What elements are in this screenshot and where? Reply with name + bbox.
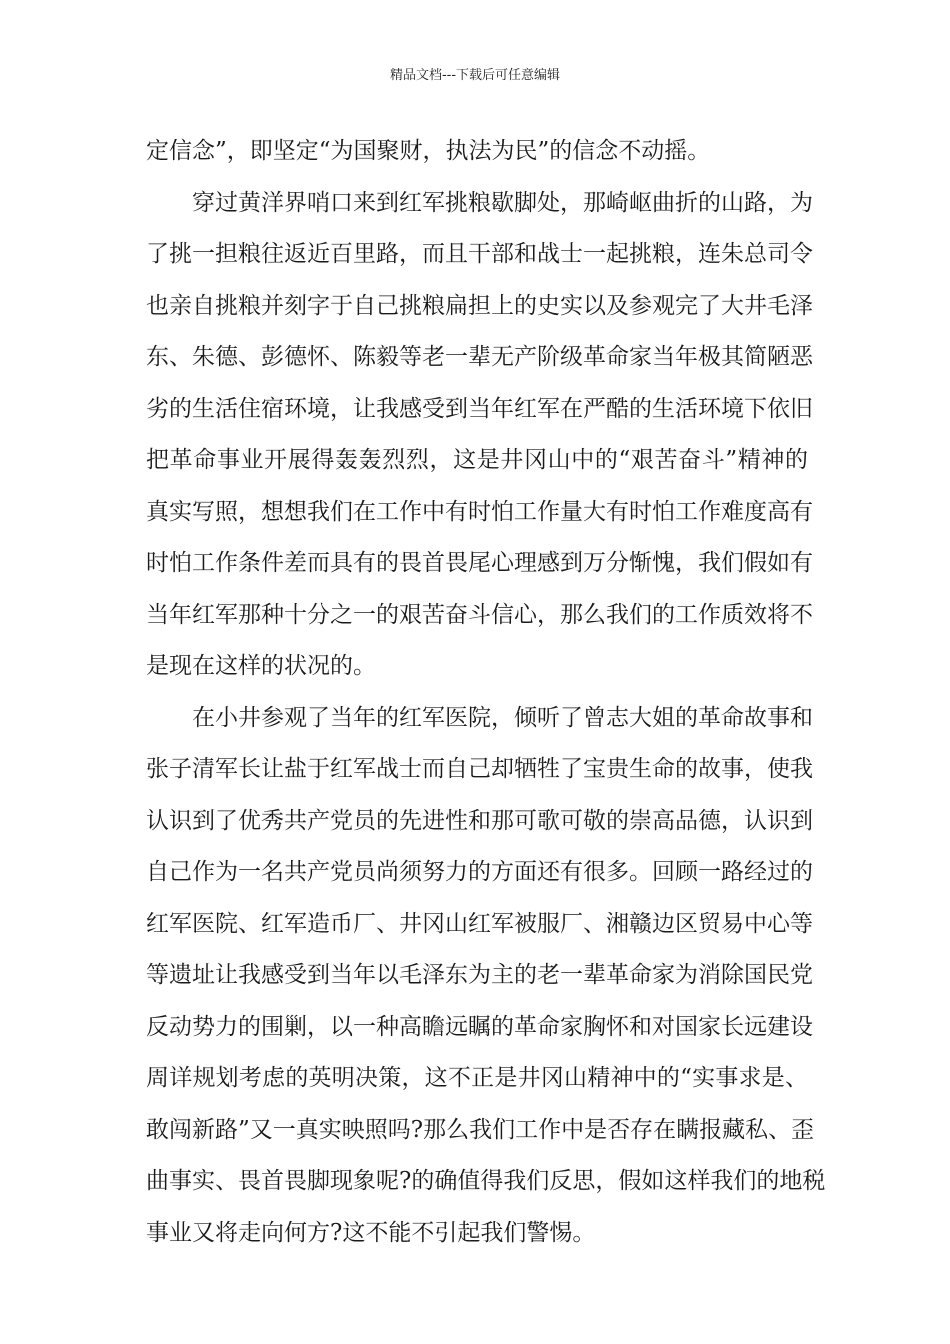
text-line: 定信念”，即坚定“为国聚财，执法为民”的信念不动摇。	[146, 138, 711, 164]
page-header: 精品文档---下载后可任意编辑	[389, 68, 561, 83]
text-line: 了挑一担粮往返近百里路，而且干部和战士一起挑粮，连朱总司令	[146, 241, 813, 267]
text-line: 东、朱德、彭德怀、陈毅等老一辈无产阶级革命家当年极其简陋恶	[146, 344, 813, 370]
text-line: 周详规划考虑的英明决策，这不正是井冈山精神中的“实事求是、	[146, 1065, 808, 1091]
paragraph	[146, 126, 808, 178]
text-line: 敢闯新路”又一真实映照吗?那么我们工作中是否存在瞒报藏私、歪	[146, 1116, 815, 1143]
text-line: 真实写照，想想我们在工作中有时怕工作量大有时怕工作难度高有	[146, 498, 813, 525]
text-line: 也亲自挑粮并刻字于自己挑粮扁担上的史实以及参观完了大井毛泽	[146, 292, 813, 319]
text-line: 自己作为一名共产党员尚须努力的方面还有很多。回顾一路经过的	[146, 859, 813, 885]
text-line: 反动势力的围剿，以一种高瞻远瞩的革命家胸怀和对国家长远建设	[146, 1013, 813, 1040]
text-line: 在小井参观了当年的红军医院，倾听了曾志大姐的革命故事和	[192, 704, 813, 731]
text-line: 红军医院、红军造币厂、井冈山红军被服厂、湘赣边区贸易中心等	[146, 910, 813, 937]
text-line: 事业又将走向何方?这不能不引起我们警惕。	[146, 1219, 596, 1246]
text-line: 是现在这样的状况的。	[146, 653, 376, 679]
paragraph	[146, 178, 813, 693]
text-line: 等遗址让我感受到当年以毛泽东为主的老一辈革命家为消除国民党	[146, 962, 813, 988]
text-line: 认识到了优秀共产党员的先进性和那可歌可敬的崇高品德，认识到	[146, 807, 813, 834]
text-line: 张子清军长让盐于红军战士而自己却牺牲了宝贵生命的故事，使我	[146, 756, 813, 782]
text-line: 曲事实、畏首畏脚现象呢?的确值得我们反思，假如这样我们的地税	[146, 1168, 826, 1194]
text-line: 时怕工作条件差而具有的畏首畏尾心理感到万分惭愧，我们假如有	[146, 550, 813, 576]
text-line: 当年红军那种十分之一的艰苦奋斗信心，那么我们的工作质效将不	[146, 601, 813, 628]
text-line: 把革命事业开展得轰轰烈烈，这是井冈山中的“艰苦奋斗”精神的	[146, 447, 808, 473]
document-body	[146, 126, 826, 1259]
paragraph	[146, 693, 826, 1260]
text-line: 劣的生活住宿环境，让我感受到当年红军在严酷的生活环境下依旧	[146, 395, 813, 422]
text-line: 穿过黄洋界哨口来到红军挑粮歇脚处，那崎岖曲折的山路，为	[192, 189, 813, 216]
